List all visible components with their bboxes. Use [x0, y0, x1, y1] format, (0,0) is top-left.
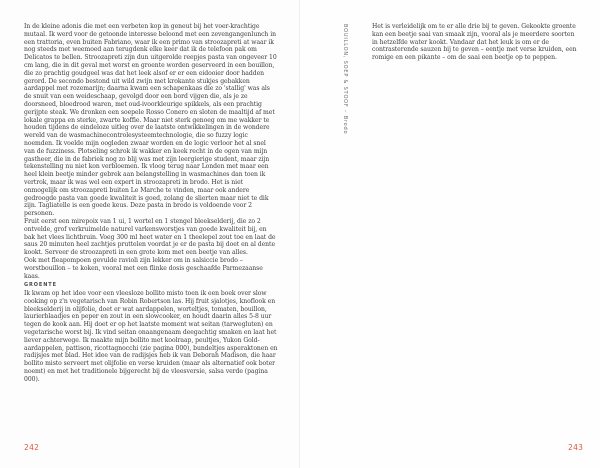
running-head-separator: – [342, 107, 348, 116]
page-number-right: 243 [568, 443, 584, 452]
paragraph: In de kleine adonis die met een verbeten kop in geneut bij het voer-krachtige mutaal. Ik werd voor de getoonde interesse beloond met een zevengangenlunch in een trattoria, even buiten Fabriano, waar ik een primo van stroozapreti at waar ik nog steeds met weemoed aan terugdenk elke keer dat ik de telefoon pak om Delicatos te bellen. Stroozapreti zijn dun uitgerolde reepjes pasta van ongeveer 10 cm lang, die in dit geval met worst en groente worden geserveerd in een bouillon, die zo prachtig goudgeel was dat het leek alsof er er een eidooier door hadden gerord. De secondo bestond uit wild zwijn met krokante stukjes gebakken aardappel met rozemarijn; daarna kwam een schapenkaas die zo 'stallig' was als de snuit van een weideschaap, gevolgd door een bord vijgen die, als je ze doorsneed, bloedrood waren, met oud-ivoorkleurige spikkels, als een prachtig gerijpte steak. We dronken een soepele Rosso Conero en sloten de maaltijd af met lokale grappa en sterke, zwarte koffie. Maar niet sterk genoeg om me wakker te houden tijdens de eindeloze uitleg over de laatste ontwikkelingen in de wondere wereld van de wasmachinecontrolesysteemtechnologie, die so fuzzy logic noemden. Ik voelde mijn oogleden zwaar worden en de logic verloor het al snel van de fuzziness. Plotseling schrok ik wakker en keek recht in de ogen van mijn gastheer, die in de fabriek nog zo blij was met zijn leergierige student, maar zijn tekenstelling nu niet kon verbloemen. Ik vloog terug naar Londen met maar een heel klein beetje minder gebrek aan belangstelling in wasmachines dan toen ik vertrok, maar ik was wel een expert in stroozapreti in brodo. Het is niet onmogelijk om stroozapreti buiten Le Marche te vinden, maar ook andere gedroogde pasta van goede kwaliteit is goed, zolang de slierten maar niet te dik zijn. Tagliatelle is een goede keus. Deze pasta in brodo is voldoende voor 2 personen. [24, 23, 277, 218]
running-head-section: BOUILLON, SOEP & STOOF [342, 24, 348, 108]
paragraph: Fruit eerst een mirepoix van 1 ui, 1 wortel en 1 stengel bleekselderij, die zo 2 ontvelde, grof verkruimelde naturel varkensworstjes van goede kwaliteit bij, en bak het vlees lichtbruin. Voeg 300 ml heet water en 1 theelepel zout toe en laat de saus 20 minuten heel zachtjes pruttelen voordat je er de pasta bij doet en al dente kookt. Serveer de stroozapreti in een grote kom met een beetje van alles. [24, 217, 276, 257]
running-head-chapter: Brodo [342, 115, 348, 135]
section-paragraph: Ik kwam op het idee voor een vleesloze bollito misto toen ik een boek over slow cooking op z'n vegetarisch van Robin Robertson las. Hij fruit sjalotjes, knoflook en bleekselderij in olijfolie, doet er wat aardappelen, worteltjes, tomaten, bouillon, laurierblaadjes en peper en zout in een slowcooker, en houdt daarin alles 5-8 uur tegen de kook aan. Hij doet er op het laatste moment wat seitan (tarwegluten) en vegetarische worst bij. Ik vind seitan onaangenaam deegachtig smaken en laat het liever achterwege. Ik maakte mijn bollito met koolraap, peultjes, Yukon Gold-aardappelen, pattison, ricottagnocchi (zie pagina 000), bundeltjes asperaktonen en radijsjes met blad. Het idee van de radijsjes heb ik van Deborah Madison, die haar bollito misto serveert met olijfolie en verse kruiden (maar als alternatief ook boter noemt) en met het traditionele bijgerecht bij de vleesversie, salsa verde (pagina 000). [24, 290, 278, 383]
running-head [342, 24, 348, 134]
paragraph: Ook met fleapompoen gevulde ravioli zijn lekker om in salsiccie brodo – worstbouillon – te koken, vooral met een flinke dosis geschaafde Parmezaanse kaas. [24, 256, 263, 280]
left-text-column [24, 23, 278, 384]
section-heading: GROENTE [24, 282, 57, 289]
page-number-left: 242 [24, 443, 40, 452]
paragraph: Het is verleidelijk om te er alle drie bij te geven. Gekookte groente kan een beetje saai van smaak zijn, vooral als je meerdere soorten in hetzelfde water kookt. Vandaar dat het leuk is om er de contrasterende sauzen bij te geven – eentje met verse kruiden, een romige en een pikante – om de saai een beetje op te peppen. [372, 23, 577, 62]
right-text-column [372, 23, 578, 62]
